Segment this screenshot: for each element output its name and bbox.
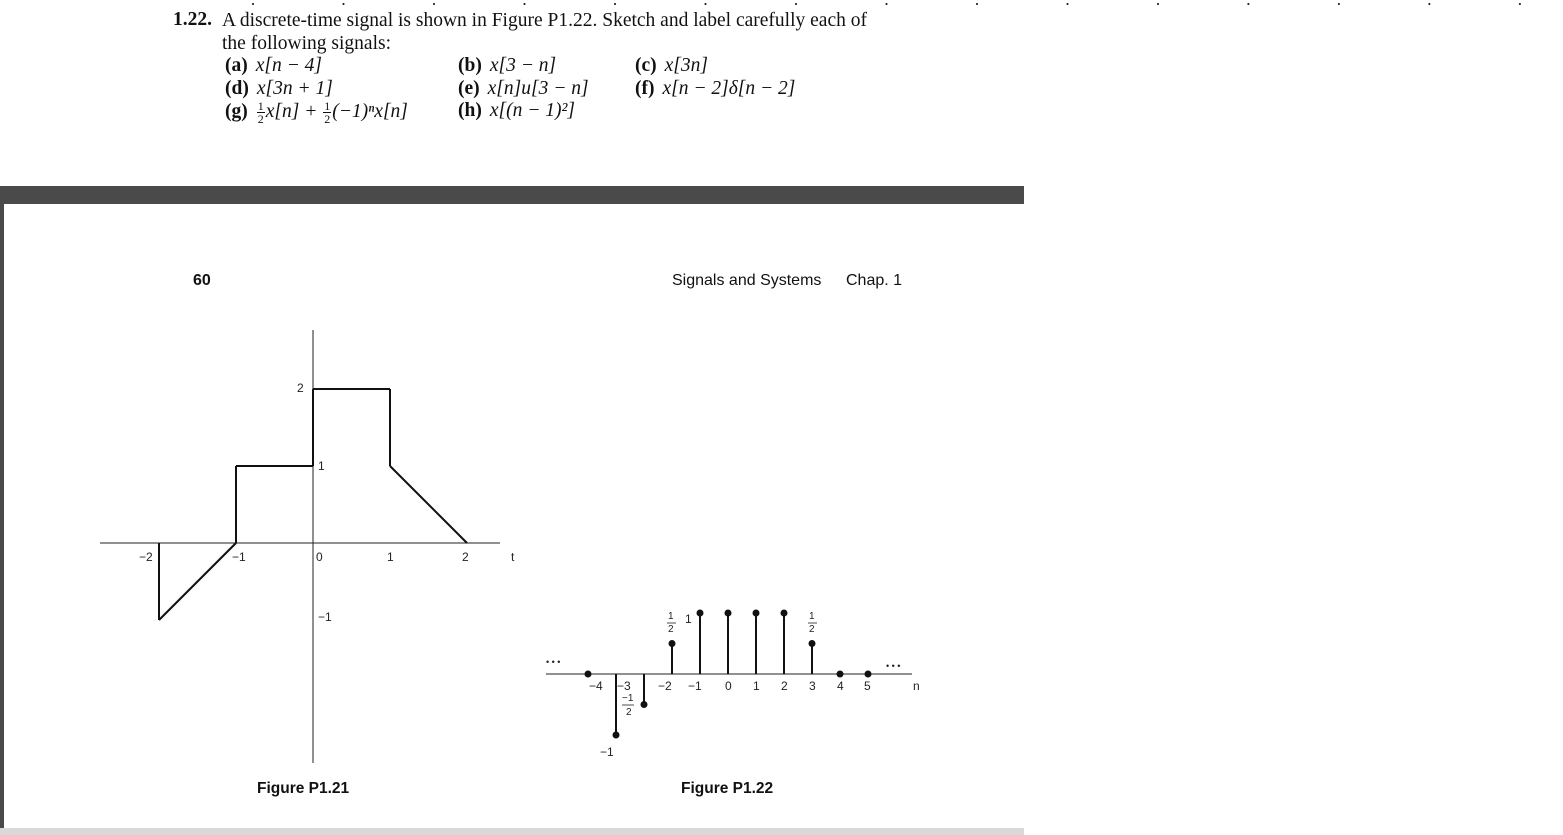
running-title: Signals and Systems [672, 272, 822, 289]
tick-label-x-0: 0 [316, 550, 323, 564]
ellipsis-right: • • • [886, 661, 901, 671]
stem-dot-n-2 [669, 640, 676, 647]
axis-label-n: n [913, 679, 920, 693]
tick-label-x-2: 2 [462, 550, 469, 564]
tick-label-y-1: 1 [318, 459, 325, 473]
tick-label-x--2: −2 [139, 550, 153, 564]
stem-dot-n-4 [613, 732, 620, 739]
problem-number: 1.22. [173, 9, 212, 30]
n-label-0: 0 [725, 679, 732, 693]
part-h: (h) x[(n − 1)²] [458, 100, 575, 121]
n-label--4: −4 [589, 679, 603, 693]
problem-text-line1: A discrete-time signal is shown in Figure P1.22. Sketch and label carefully each of [222, 10, 867, 31]
fraction-half: $\frac{1}{2}$ [324, 99, 331, 126]
caption-figure-p1-21: Figure P1.21 [257, 780, 350, 797]
n-label-2: 2 [781, 679, 788, 693]
stem-dot-n-1 [697, 610, 704, 617]
n-label--3: −3 [617, 679, 631, 693]
value-label-one: 1 [685, 612, 692, 626]
value-label-half-num: 1 [668, 611, 674, 622]
part-g: (g) $\frac{1}{2}$ x[n] + $\frac{1}{2}$ (−1)ⁿx[n] [225, 99, 408, 126]
axis-label-t: t [511, 550, 515, 564]
part-f: (f) x[n − 2]δ[n − 2] [635, 78, 796, 99]
part-d: (d) x[3n + 1] [225, 78, 333, 99]
value-label-neg-half-den: 2 [626, 707, 632, 718]
part-b: (b) x[3 − n] [458, 55, 557, 76]
problem-text-line2: the following signals: [222, 33, 391, 54]
stem-dot-n3 [809, 640, 816, 647]
value-label-neg-half-num: −1 [622, 693, 634, 704]
n-label-5: 5 [864, 679, 871, 693]
n-label--2: −2 [658, 679, 672, 693]
part-c: (c) x[3n] [635, 55, 708, 76]
caption-figure-p1-22: Figure P1.22 [681, 780, 774, 797]
value-label-half-den-2: 2 [809, 624, 815, 635]
n-label--1: −1 [688, 679, 702, 693]
stem-dot-n5 [865, 671, 872, 678]
tick-label-x-1: 1 [387, 550, 394, 564]
fraction-half: $\frac{1}{2}$ [257, 99, 264, 126]
stem-dot-n-3 [641, 701, 648, 708]
stem-dot-n-5 [585, 671, 592, 678]
stem-dot-n1 [753, 610, 760, 617]
n-label-1: 1 [753, 679, 760, 693]
ellipsis-left: • • • [546, 657, 561, 667]
value-label-half-num-2: 1 [809, 611, 815, 622]
n-label-4: 4 [837, 679, 844, 693]
tick-label-y--1: −1 [318, 610, 332, 624]
stem-dot-n4 [837, 671, 844, 678]
n-label-3: 3 [809, 679, 816, 693]
value-label-half-den: 2 [668, 624, 674, 635]
stem-dot-n0 [725, 610, 732, 617]
chapter-label: Chap. 1 [846, 272, 903, 289]
stem-dot-n2 [781, 610, 788, 617]
part-e: (e) x[n]u[3 − n] [458, 78, 589, 99]
value-label-minus-one: −1 [600, 745, 614, 759]
tick-label-x--1: −1 [232, 550, 246, 564]
page-number: 60 [193, 272, 211, 289]
tick-label-y-2: 2 [297, 381, 304, 395]
part-a: (a) x[n − 4] [225, 55, 322, 76]
cropped-previous-line: · · · · · · · · · · · · · · · [250, 0, 1563, 14]
